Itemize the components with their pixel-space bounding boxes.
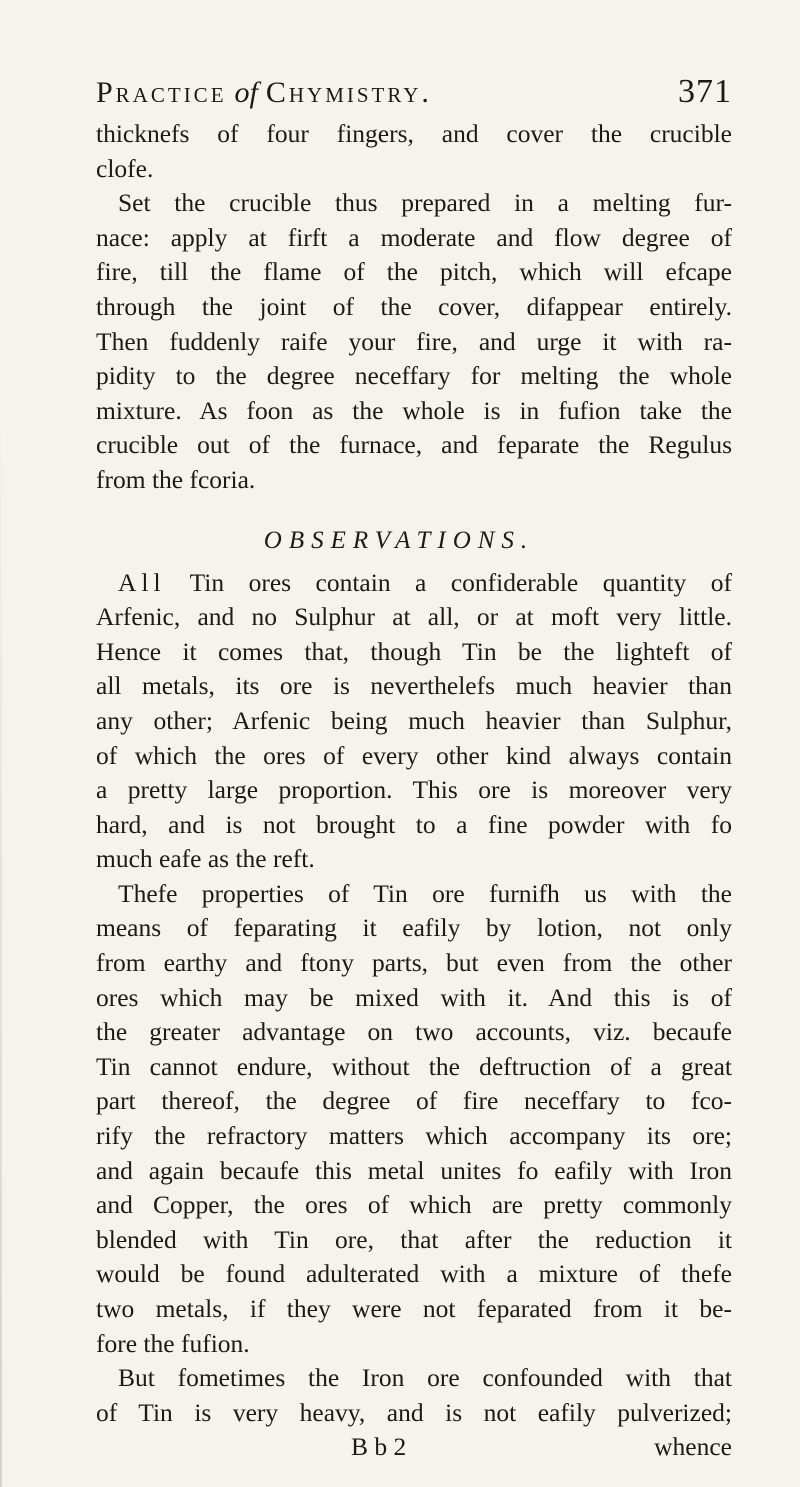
- text-line-rest: Tin ores contain a confiderable quantity of: [189, 567, 732, 597]
- text-line: Thefe properties of Tin ore furnifh us with the: [118, 878, 732, 908]
- text-line: much eafe as the reft.: [96, 844, 315, 874]
- text-line: Set the crucible thus prepared in a melting fur-: [118, 188, 732, 218]
- text-line: the greater advantage on two accounts, viz. becaufe: [96, 1017, 732, 1047]
- text-line: fire, till the flame of the pitch, which will efcape: [96, 257, 732, 287]
- text-line: of which the ores of every other kind always contain: [96, 740, 732, 770]
- text-line: blended with Tin ore, that after the reduction it: [96, 1224, 732, 1254]
- text-line: But fometimes the Iron ore confounded with that: [118, 1363, 732, 1393]
- text-line: any other; Arfenic being much heavier than Sulphur,: [96, 705, 732, 735]
- text-line: means of feparating it eafily by lotion, not only: [96, 913, 732, 943]
- paragraph-4: [96, 877, 732, 1361]
- signature-mark: B b 2: [351, 1432, 407, 1462]
- text-line: from the fcoria.: [96, 464, 256, 494]
- running-head-of: of: [234, 76, 258, 109]
- running-head-right: Chymistry.: [265, 76, 432, 109]
- text-line: all metals, its ore is neverthelefs much heavier than: [96, 671, 732, 701]
- text-line: two metals, if they were not feparated from it be-: [96, 1294, 732, 1323]
- text-line: clofe.: [96, 153, 154, 183]
- text-line: Tin cannot endure, without the deftruction of a great: [96, 1051, 732, 1081]
- text-line: fore the fufion.: [96, 1328, 250, 1358]
- paragraph-3: [96, 566, 732, 877]
- text-line: from earthy and ftony parts, but even from the other: [96, 948, 732, 978]
- text-line: Arfenic, and no Sulphur at all, or at moft very little.: [96, 602, 732, 632]
- page-edge-shadow: [0, 380, 2, 1487]
- text-line: rify the refractory matters which accompany its ore;: [96, 1121, 732, 1151]
- paragraph-5: [96, 1361, 732, 1430]
- text-line: [96, 566, 732, 601]
- text-line: nace: apply at firft a moderate and flow degree of: [96, 222, 732, 252]
- text-line: and Copper, the ores of which are pretty commonly: [96, 1190, 732, 1220]
- drop-cap-word: All: [118, 567, 166, 597]
- text-line: Then fuddenly raife your fire, and urge it with ra-: [96, 326, 732, 356]
- page-number: 371: [678, 73, 732, 110]
- running-head: [96, 72, 732, 113]
- text-line: Hence it comes that, though Tin be the lighteft of: [96, 636, 732, 666]
- text-line: through the joint of the cover, difappear entirely.: [96, 291, 732, 321]
- text-line: hard, and is not brought to a fine powder with fo: [96, 809, 732, 839]
- catchword: whence: [654, 1432, 732, 1462]
- text-line: would be found adulterated with a mixture of thefe: [96, 1259, 732, 1289]
- text-line: a pretty large proportion. This ore is moreover very: [96, 775, 732, 805]
- text-line: and again becaufe this metal unites fo eafily with Iron: [96, 1155, 732, 1185]
- running-head-title: [96, 73, 432, 113]
- paragraph-2: [96, 186, 732, 497]
- running-head-left: Practice: [96, 76, 227, 109]
- paragraph-1: [96, 117, 732, 186]
- text-line: ores which may be mixed with it. And this is of: [96, 982, 732, 1012]
- section-heading: OBSERVATIONS.: [263, 526, 535, 554]
- text-line: pidity to the degree neceffary for melting the whole: [96, 361, 732, 391]
- text-line: crucible out of the furnace, and feparate the Regulus: [96, 430, 732, 460]
- text-line: part thereof, the degree of fire neceffary to fco-: [96, 1086, 732, 1116]
- book-page: [96, 72, 732, 1464]
- text-line: of Tin is very heavy, and is not eafily pulverized;: [96, 1397, 732, 1427]
- text-line: mixture. As foon as the whole is in fufion take the: [96, 395, 732, 425]
- signature-line: [96, 1430, 732, 1464]
- text-line: thicknefs of four fingers, and cover the crucible: [96, 119, 732, 148]
